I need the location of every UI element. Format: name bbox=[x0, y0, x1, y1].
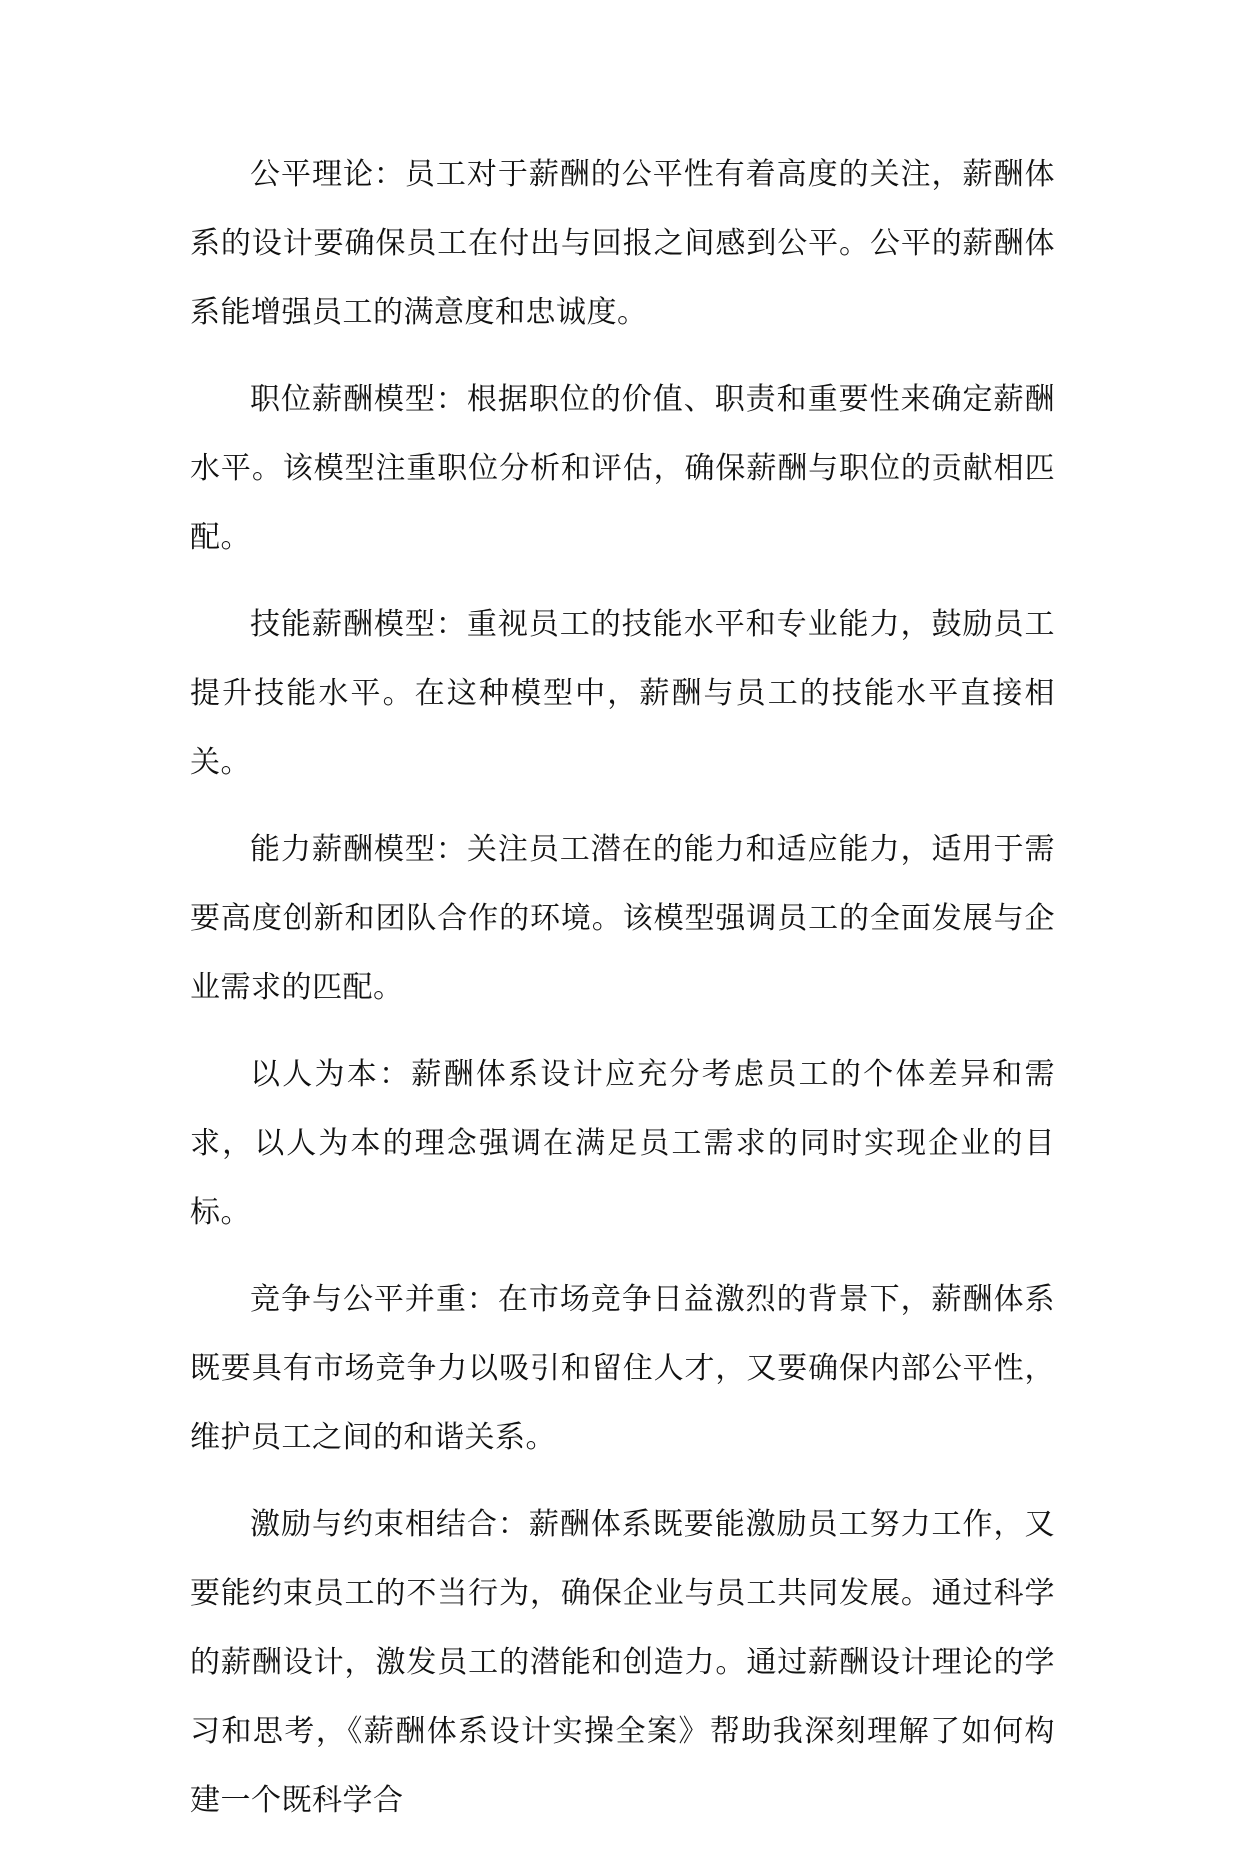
paragraph-competency-pay-model: 能力薪酬模型：关注员工潜在的能力和适应能力，适用于需要高度创新和团队合作的环境。该模型强调员工的全面发展与企业需求的匹配。 bbox=[190, 832, 1055, 1005]
paragraph-skill-pay-model: 技能薪酬模型：重视员工的技能水平和专业能力，鼓励员工提升技能水平。在这种模型中，薪酬与员工的技能水平直接相关。 bbox=[190, 607, 1055, 780]
paragraph-equity-theory: 公平理论：员工对于薪酬的公平性有着高度的关注，薪酬体系的设计要确保员工在付出与回报之间感到公平。公平的薪酬体系能增强员工的满意度和忠诚度。 bbox=[190, 157, 1055, 330]
paragraph-people-oriented: 以人为本：薪酬体系设计应充分考虑员工的个体差异和需求，以人为本的理念强调在满足员工需求的同时实现企业的目标。 bbox=[190, 1057, 1055, 1230]
paragraph-position-pay-model: 职位薪酬模型：根据职位的价值、职责和重要性来确定薪酬水平。该模型注重职位分析和评估，确保薪酬与职位的贡献相匹配。 bbox=[190, 382, 1055, 555]
document-body bbox=[190, 140, 1055, 1853]
paragraph-competition-and-fairness: 竞争与公平并重：在市场竞争日益激烈的背景下，薪酬体系既要具有市场竞争力以吸引和留住人才，又要确保内部公平性，维护员工之间的和谐关系。 bbox=[190, 1282, 1055, 1455]
paragraph-incentive-and-constraint: 激励与约束相结合：薪酬体系既要能激励员工努力工作，又要能约束员工的不当行为，确保企业与员工共同发展。通过科学的薪酬设计，激发员工的潜能和创造力。通过薪酬设计理论的学习和思考，《薪酬体系设计实操全案》帮助我深刻理解了如何构建一个既科学合 bbox=[190, 1507, 1055, 1818]
